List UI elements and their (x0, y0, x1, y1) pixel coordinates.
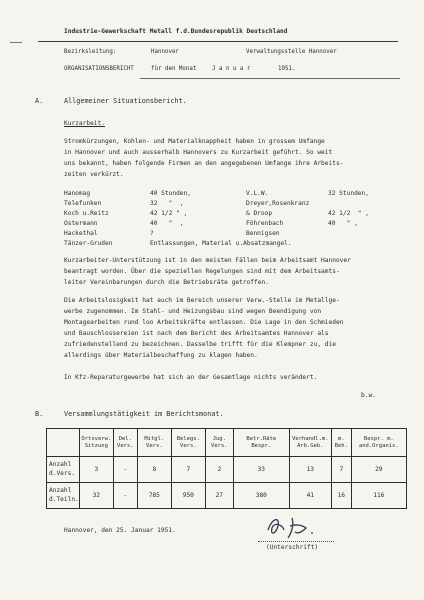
firm-name: Hanomag (64, 190, 91, 197)
table-corner-cell (47, 429, 80, 457)
table-header-cell: Belegs. Vers. (171, 429, 205, 457)
paragraph-line: In Kfz-Reparaturgewerbe hat sich an der Gesamtlage nichts verändert. (64, 374, 318, 381)
table-cell: 29 (351, 457, 406, 483)
table-cell: 380 (233, 483, 289, 509)
table-header-cell: Bespr. m. and.Organis. (351, 429, 406, 457)
table-cell: 785 (137, 483, 171, 509)
table-header-cell: Betr.Räte Bespr. (233, 429, 289, 457)
table-row-label: Anzahl d.Vers. (47, 457, 80, 483)
firm-name: Ostermann (64, 220, 98, 227)
firm-name: Tänzer-Gruden (64, 240, 113, 247)
firm-name: Hackethal (64, 230, 98, 237)
paragraph-line: zufriedenstellend zu bezeichnen. Dasselbe trifft für die Klempner zu, die (64, 341, 336, 348)
letterhead-rule (38, 41, 398, 42)
report-label: ORGANISATIONSBERICHT (64, 66, 134, 72)
table-header-cell: Jug. Vers. (205, 429, 233, 457)
signature-line (258, 541, 334, 542)
table-cell: 32 (79, 483, 113, 509)
table-cell: 7 (171, 457, 205, 483)
firm-hours: 32 " , (150, 200, 184, 207)
section-b-letter: B. (35, 410, 44, 418)
firm-hours: 32 Stunden, (328, 190, 369, 197)
paragraph-line: leiter Vereinbarungen durch die Betriebsräte getroffen. (64, 279, 269, 286)
table-header-cell: Ortsverw. Sitzung (79, 429, 113, 457)
meetings-table (46, 428, 407, 509)
section-a-subtitle: Kurzarbeit. (64, 120, 105, 127)
verwaltungsstelle: Verwaltungsstelle Hannover (246, 49, 337, 55)
firm-hours: 42 1/2 " , (328, 210, 369, 217)
firm-hours: 40 " , (328, 220, 358, 227)
table-cell: 16 (331, 483, 351, 509)
table-cell: 7 (331, 457, 351, 483)
intro-line: zeiten verkürzt. (64, 171, 124, 178)
report-month: J a n u a r (212, 66, 251, 72)
paragraph-line: allerdings über Materialbeschaffung zu klagen haben. (64, 352, 258, 359)
table-cell: 2 (205, 457, 233, 483)
report-year: 1951. (278, 66, 296, 72)
table-header-cell: m. Beh. (331, 429, 351, 457)
intro-line: in Hannover und auch ausserhalb Hannovers zu Kurzarbeit geführt. So weit (64, 149, 333, 156)
signature-caption: (Unterschrift) (266, 544, 319, 551)
table-cell: 3 (79, 457, 113, 483)
place-date: Hannover, den 25. Januar 1951. (64, 527, 176, 534)
table-row (47, 457, 407, 483)
firm-name: Koch u.Reitz (64, 210, 109, 217)
initials: b.w. (361, 392, 376, 399)
handwritten-signature (262, 512, 324, 542)
letterhead: Industrie-Gewerkschaft Metall f.d.Bundesrepublik Deutschland (64, 28, 288, 35)
paragraph-line: Montagearbeiten rund loo Arbeitskräfte entlassen. Die Lage in den Schmieden (64, 319, 344, 326)
table-cell: 116 (351, 483, 406, 509)
firm-hours: 40 " , (150, 220, 184, 227)
table-header-cell: Verhandl.m. Arb.Geb. (289, 429, 331, 457)
intro-line: uns bekannt, haben folgende Firmen an den angegebenen Umfange ihre Arbeits- (64, 160, 344, 167)
paragraph-line: beantragt worden. Über die speziellen Regelungen sind mit dem Arbeitsamts- (64, 268, 340, 275)
firm-note: Entlassungen, Material u.Absatzmangel. (150, 240, 292, 247)
table-cell: 8 (137, 457, 171, 483)
firm-name: Bennigsen (246, 230, 280, 237)
section-b-title: Versammlungstätigkeit im Berichtsmonat. (64, 410, 224, 418)
firm-name: Dreyer,Rosenkranz (246, 200, 310, 207)
firm-name: V.L.W. (246, 190, 269, 197)
month-label: für den Monat (151, 66, 197, 72)
paragraph-line: Die Arbeitslosigkeit hat auch im Bereich unserer Verw.-Stelle im Metallge- (64, 297, 340, 304)
bezirk-value: Hannover (151, 49, 179, 55)
hole-punch-mark (10, 42, 22, 43)
table-cell: 13 (289, 457, 331, 483)
header-rule (140, 78, 400, 79)
firm-name: & Droop (246, 210, 273, 217)
table-row (47, 483, 407, 509)
firm-hours: 42 1/2 " , (150, 210, 188, 217)
intro-line: Stromkürzungen, Kohlen- und Materialknappheit haben in grossem Umfange (64, 138, 325, 145)
section-a-letter: A. (35, 97, 44, 105)
bezirk-label: Bezirksleitung: (64, 49, 117, 55)
paragraph-line: und Bauschlossereien ist nach dem Bericht des Arbeitsamtes Hannover als (64, 330, 329, 337)
table-header-cell: Mitgl. Vers. (137, 429, 171, 457)
table-cell: 27 (205, 483, 233, 509)
table-header-row (47, 429, 407, 457)
table-row-label: Anzahl d.Teiln. (47, 483, 80, 509)
table-cell: 33 (233, 457, 289, 483)
paragraph-line: Kurzarbeiter-Unterstützung ist in den meisten Fällen beim Arbeitsamt Hannover (64, 257, 351, 264)
table-cell: 950 (171, 483, 205, 509)
table-cell: - (113, 457, 137, 483)
firm-hours: 40 Stunden, (150, 190, 191, 197)
firm-hours: ? (150, 230, 154, 237)
paragraph-line: werbe zugenommen. Im Stahl- und Heizungsbau sind wegen Beendigung von (64, 308, 322, 315)
section-a-title: Allgemeiner Situationsbericht. (64, 97, 187, 105)
table-cell: 41 (289, 483, 331, 509)
firm-name: Telefunken (64, 200, 102, 207)
table-cell: - (113, 483, 137, 509)
firm-name: Föhrenbach (246, 220, 284, 227)
table-header-cell: Del. Vers. (113, 429, 137, 457)
